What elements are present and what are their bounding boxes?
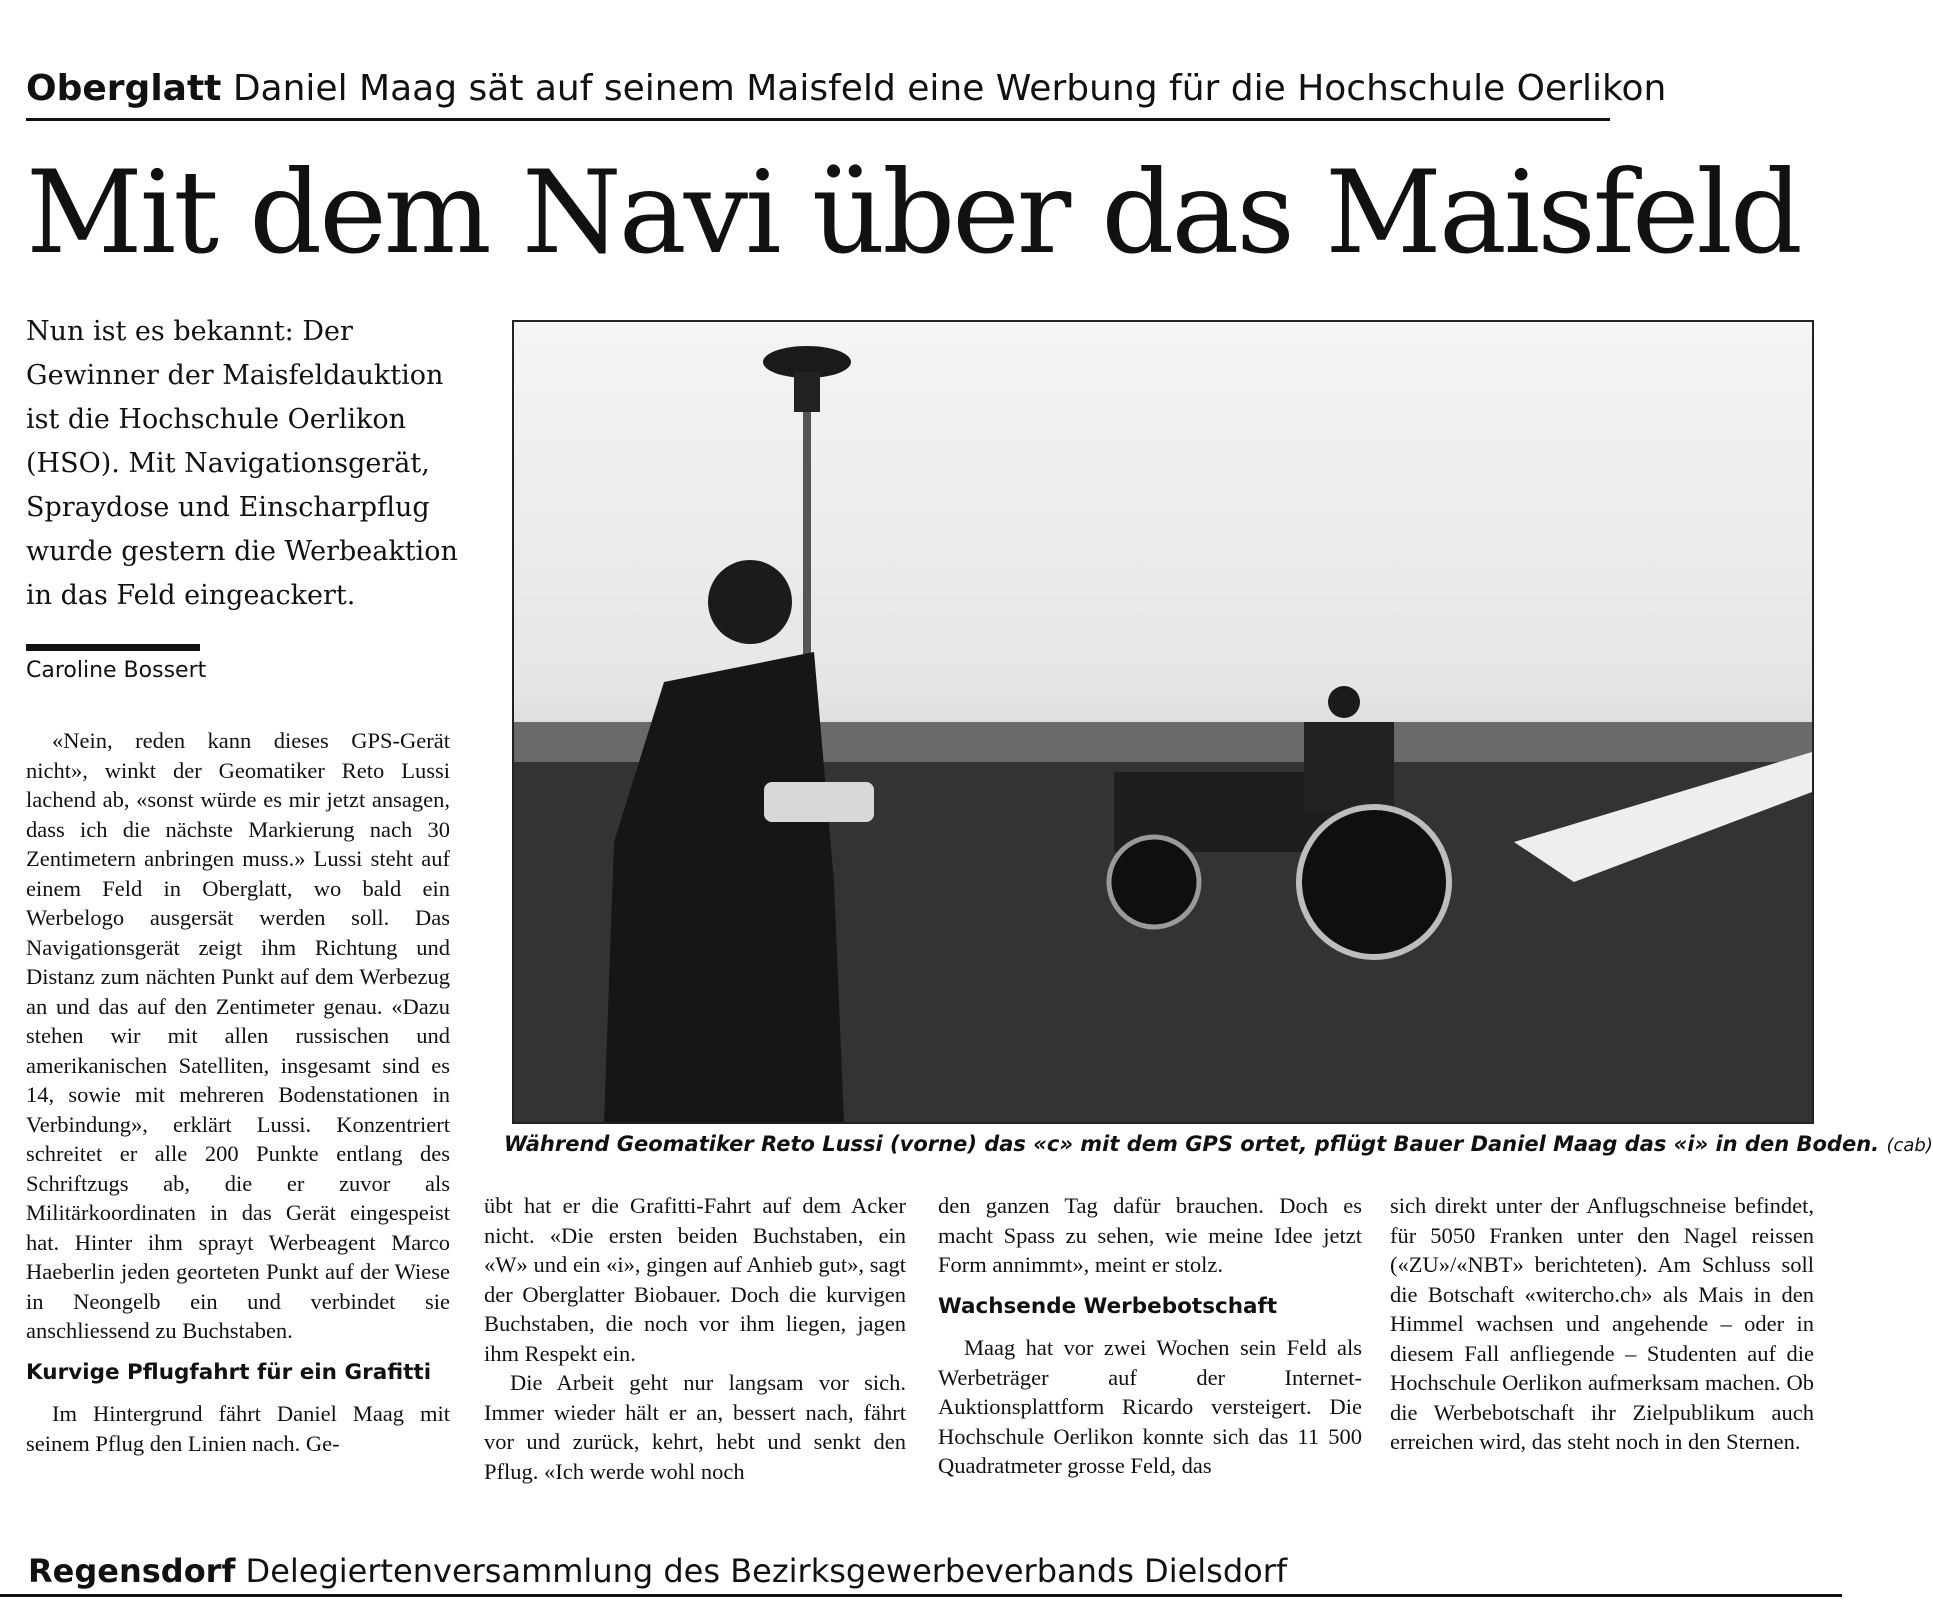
byline-rule bbox=[26, 644, 200, 651]
body-paragraph: Die Arbeit geht nur langsam vor sich. Immer wieder hält er an, bessert nach, fährt vor und zurück, kehrt, hebt und senkt den Pflug. «Ich werde wohl noch bbox=[484, 1370, 906, 1484]
footer-place: Regensdorf bbox=[28, 1552, 236, 1590]
headline: Mit dem Navi über das Maisfeld bbox=[26, 146, 1800, 279]
gps-device bbox=[764, 782, 874, 822]
next-article-kicker bbox=[28, 1552, 1287, 1590]
body-paragraph: den ganzen Tag dafür brauchen. Doch es macht Spass zu sehen, wie meine Idee jetzt Form annimmt», meint er stolz. bbox=[938, 1193, 1362, 1277]
footer-text: Delegiertenversammlung des Bezirksgewerbeverbands Dielsdorf bbox=[245, 1552, 1288, 1590]
body-paragraph: «Nein, reden kann dieses GPS-Gerät nicht», winkt der Geomatiker Reto Lussi lachend ab, «sonst würde es mir jetzt ansagen, dass ich die nächste Markierung nach 30 Zentimetern anbringen muss.» Lussi steht auf einem Feld in Oberglatt, wo bald ein Werbelogo ausgersät werden soll. Das Navigationsgerät zeigt ihm Richtung und Distanz zum nächten Punkt auf dem Werbezug an und das auf den Zentimeter genau. «Dazu stehen wir mit allen russischen und amerikanischen Satelliten, insgesamt sind es 14, sowie mit mehreren Bodenstationen in Verbindung», erklärt Lussi. Konzentriert schreitet er alle 200 Punkte entlang des Schriftzugs ab, die er zuvor als Militärkoordinaten in das Gerät eingespeist hat. Hinter ihm sprayt Werbeagent Marco Haeberlin jeden georteten Punkt auf der Wiese in Neongelb ein und verbindet sie anschliessend zu Buchstaben. bbox=[26, 728, 450, 1343]
photo-illustration bbox=[514, 322, 1812, 1122]
kicker bbox=[26, 68, 1667, 120]
caption-text: Während Geomatiker Reto Lussi (vorne) das «c» mit dem GPS ortet, pflügt Bauer Daniel Maag das «i» in den Boden. bbox=[504, 1132, 1880, 1156]
column-3 bbox=[938, 1191, 1362, 1481]
kicker-place: Oberglatt bbox=[26, 68, 222, 109]
subheading: Kurvige Pflugfahrt für ein Grafitti bbox=[26, 1359, 432, 1385]
body-paragraph: sich direkt unter der Anflugschneise befindet, für 5050 Franken unter den Nagel reissen («ZU»/«NBT» berichteten). Am Schluss soll die Botschaft «witercho.ch» als Mais in den Himmel wachsen und angehende – oder in diesem Fall anfliegende – Studenten auf die Hochschule Oerlikon aufmerksam machen. Ob die Werbebotschaft ihr Zielpublikum auch erreichen wird, das steht noch in den Sternen. bbox=[1390, 1193, 1814, 1454]
photo-caption bbox=[504, 1132, 1933, 1156]
column-2 bbox=[484, 1191, 906, 1486]
footer-rule bbox=[0, 1594, 1842, 1597]
photo-credit: (cab) bbox=[1886, 1135, 1933, 1156]
body-paragraph: Maag hat vor zwei Wochen sein Feld als Werbeträger auf der Internet-Auktionsplattform Ricardo versteigert. Die Hochschule Oerlikon konnte sich das 11 500 Quadratmeter grosse Feld, das bbox=[938, 1335, 1362, 1478]
column-1 bbox=[26, 726, 450, 1458]
person-head bbox=[708, 560, 792, 644]
subheading: Wachsende Werbebotschaft bbox=[938, 1293, 1278, 1319]
body-paragraph: Im Hintergrund fährt Daniel Maag mit seinem Pflug den Linien nach. Ge- bbox=[26, 1401, 450, 1456]
kicker-rule bbox=[26, 118, 1610, 121]
tractor-wheel-rear bbox=[1299, 807, 1449, 957]
kicker-text: Daniel Maag sät auf seinem Maisfeld eine Werbung für die Hochschule Oerlikon bbox=[232, 68, 1667, 109]
farmer-head bbox=[1328, 686, 1360, 718]
lead-paragraph: Nun ist es bekannt: Der Gewinner der Maisfeldauktion ist die Hochschule Oerlikon (HSO). Mit Navigationsgerät, Spraydose und Einscharpflug wurde gestern die Werbeaktion in das Feld eingeackert. bbox=[26, 316, 458, 611]
byline: Caroline Bossert bbox=[26, 658, 207, 683]
body-paragraph: übt hat er die Grafitti-Fahrt auf dem Acker nicht. «Die ersten beiden Buchstaben, ein «W» und ein «i», gingen auf Anhieb gut», sagt der Oberglatter Biobauer. Doch die kurvigen Buchstaben, die noch vor ihm liegen, jagen ihm Respekt ein. bbox=[484, 1193, 906, 1366]
column-4 bbox=[1390, 1191, 1814, 1457]
article-photo bbox=[514, 322, 1812, 1122]
tractor-wheel-front bbox=[1109, 837, 1199, 927]
